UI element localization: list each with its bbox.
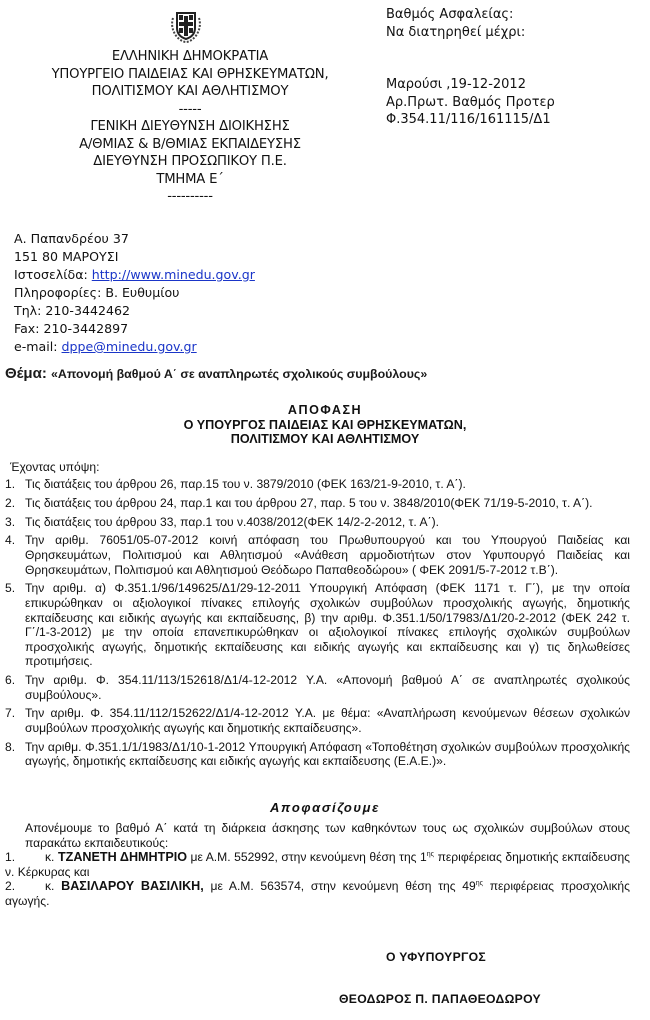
authority-line: ΠΟΛΙΤΙΣΜΟΥ ΚΑΙ ΑΘΛΗΤΙΣΜΟΥ xyxy=(91,84,289,99)
item-text: Την αριθμ. Φ.351.1/1/1983/Δ1/10-1-2012 Υπουργική Απόφαση «Τοποθέτηση σχολικών συμβούλων προσχολικής αγωγής, δημοτικής εκπαίδευσης και ειδικής αγωγής και εκπαίδευσης (Ε.Α.Ε.)». xyxy=(25,739,630,769)
considerations-list xyxy=(5,477,630,773)
consideration-item xyxy=(5,706,630,735)
consideration-item xyxy=(5,477,630,492)
item-text: Την αριθμ. Φ. 354.11/113/152618/Δ1/4-12-2012 Υ.Α. «Απονομή βαθμού Α΄ σε αναπληρωτές σχολικούς συμβούλους». xyxy=(25,673,630,702)
authority-line: ΤΜΗΜΑ Ε΄ xyxy=(156,171,224,187)
signatory-name: ΘΕΟΔΩΡΟΣ Π. ΠΑΠΑΘΕΟΔΩΡΟΥ xyxy=(339,992,541,1006)
recipient-text: με Α.Μ. 552992, στην κενούμενη θέση της 1 xyxy=(187,850,427,865)
item-number: 7. xyxy=(5,706,16,721)
recipient-name: ΤΖΑΝΕΤΗ ΔΗΜΗΤΡΙΟ xyxy=(57,850,188,865)
separator: ----- xyxy=(178,101,202,117)
item-number: 4. xyxy=(5,533,16,548)
consideration-item xyxy=(5,496,630,511)
issuing-authority-block xyxy=(30,48,350,206)
recipient-item xyxy=(5,850,630,879)
subject-label: Θέμα: xyxy=(5,365,51,382)
signatory-title: Ο ΥΦΥΠΟΥΡΓΟΣ xyxy=(386,950,487,964)
having-considered: Έχοντας υπόψη: xyxy=(10,460,100,474)
item-text: Τις διατάξεις του άρθρου 33, παρ.1 του ν.4038/2012(ΦΕΚ 14/2-2-2012, τ. Α΄). xyxy=(25,514,439,529)
place-date: Μαρούσι ,19-12-2012 xyxy=(386,77,526,92)
subject-line xyxy=(5,365,427,382)
item-text: Τις διατάξεις του άρθρου 26, παρ.15 του ν. 3879/2010 (ΦΕΚ 163/21-9-2010, τ. Α΄). xyxy=(25,477,466,491)
recipient-number: 1. xyxy=(5,850,16,865)
item-number: 8. xyxy=(5,739,16,754)
authority-line: ΓΕΝΙΚΗ ΔΙΕΥΘΥΝΣΗ ΔΙΟΙΚΗΣΗΣ xyxy=(90,119,290,134)
subject-text: «Απονομή βαθμού Α΄ σε αναπληρωτές σχολικούς συμβούλους» xyxy=(51,367,428,381)
classification-block xyxy=(386,6,525,41)
consideration-item xyxy=(5,581,630,669)
ordinal-suffix: ης xyxy=(426,851,435,859)
authority-line: Α/ΘΜΙΑΣ & Β/ΘΜΙΑΣ ΕΚΠΑΙΔΕΥΣΗΣ xyxy=(79,136,301,152)
retain-until: Να διατηρηθεί μέχρι: xyxy=(386,24,526,40)
protocol-priority: Αρ.Πρωτ. Βαθμός Προτερ xyxy=(386,94,555,110)
website-label: Ιστοσελίδα: xyxy=(14,267,92,282)
website-row xyxy=(14,266,255,284)
fax: Fax: 210-3442897 xyxy=(14,321,129,336)
item-number: 1. xyxy=(5,477,16,491)
authority-line: ΕΛΛΗΝΙΚΗ ΔΗΜΟΚΡΑΤΙΑ xyxy=(111,49,269,64)
recipient-prefix: κ. xyxy=(45,850,58,865)
website-link[interactable]: http://www.minedu.gov.gr xyxy=(91,267,255,282)
item-number: 3. xyxy=(5,514,16,529)
street-address: Α. Παπανδρέου 37 xyxy=(14,231,129,246)
authority-line: ΥΠΟΥΡΓΕΙΟ ΠΑΙΔΕΙΑΣ ΚΑΙ ΘΡΗΣΚΕΥΜΑΤΩΝ, xyxy=(51,66,329,82)
item-text: Την αριθμ. 76051/05-07-2012 κοινή απόφαση του Πρωθυπουργού και του Υπουργού Παιδείας και Θρησκευμάτων, Πολιτισμού και Αθλητισμού «Ανάθεση αρμοδιοτήτων στον Υφυπουργό Παιδείας και Θρησκευμάτων, Πολιτισμού και Αθλητισμού Θεόδωρο Παπαθεοδώρου» ( ΦΕΚ 2091/5-7-2012 τ.Β΄). xyxy=(25,533,630,577)
decision-title: ΑΠΟΦΑΣΗ xyxy=(287,403,363,417)
consideration-item xyxy=(5,673,630,702)
item-text: Τις διατάξεις του άρθρου 24, παρ.1 και του άρθρου 27, παρ. 5 του ν. 3848/2010(ΦΕΚ 71/19-5-2010, τ. Α΄). xyxy=(25,495,593,510)
contact-block xyxy=(14,230,255,356)
consideration-item xyxy=(5,515,630,530)
recipient-number: 2. xyxy=(5,879,16,894)
item-number: 5. xyxy=(5,581,16,596)
item-text: Την αριθμ. α) Φ.351.1/96/149625/Δ1/29-12-2011 Υπουργική Απόφαση (ΦΕΚ 1171 τ. Γ΄), με την οποία επικυρώθηκαν οι αξιολογικοί πίνακες επιλογής σχολικών συμβούλων προσχολικής αγωγής, δημοτικής εκπαίδευσης και ειδικής αγωγής και εκπαίδευσης, β) την αριθμ. Φ.351.1/50/17983/Δ1/20-2-2012 (ΦΕΚ 242 τ. Γ΄/1-3-2012) με την οποία επανεπικυρώθηκαν οι αξιολογικοί πίνακες επιλογής σχολικών συμβούλων προσχολικής αγωγής, δημοτικής εκπαίδευσης και ειδικής αγωγής και εκπαίδευσης και γ) τις δηλωθείσες προτιμήσεις. xyxy=(25,581,630,669)
email-link[interactable]: dppe@minedu.gov.gr xyxy=(61,339,197,354)
email-label: e-mail: xyxy=(14,339,62,354)
consideration-item xyxy=(5,740,630,769)
decision-heading xyxy=(0,403,650,447)
separator: ---------- xyxy=(167,189,213,204)
item-text: Την αριθμ. Φ. 354.11/112/152622/Δ1/4-12-2012 Υ.Α. με θέμα: «Αναπλήρωση κενούμενων θέσεων σχολικών συμβούλων προσχολικής αγωγής και δημοτικής εκπαίδευσης». xyxy=(25,706,630,736)
item-number: 6. xyxy=(5,673,16,688)
recipient-item xyxy=(5,879,630,908)
info-contact: Πληροφορίες: Β. Ευθυμίου xyxy=(14,285,180,300)
award-section xyxy=(5,821,630,909)
protocol-number: Φ.354.11/116/161115/Δ1 xyxy=(386,112,551,127)
recipient-text: με Α.Μ. 563574, στην κενούμενη θέση της 49 xyxy=(203,879,476,894)
recipient-text: περιφέρειας δημοτικής εκπαίδευσης ν. Κέρκυρας και xyxy=(5,850,630,879)
phone: Τηλ: 210-3442462 xyxy=(14,303,131,318)
item-number: 2. xyxy=(5,495,16,510)
ordinal-suffix: ης xyxy=(475,880,483,888)
greek-coat-of-arms-icon xyxy=(167,6,205,44)
consideration-item xyxy=(5,533,630,577)
decide-heading: Αποφασίζουμε xyxy=(270,800,380,815)
authority-line: ΔΙΕΥΘΥΝΣΗ ΠΡΟΣΩΠΙΚΟΥ Π.Ε. xyxy=(93,154,287,169)
minister-line: Ο ΥΠΟΥΡΓΟΣ ΠΑΙΔΕΙΑΣ ΚΑΙ ΘΡΗΣΚΕΥΜΑΤΩΝ, xyxy=(183,417,467,432)
recipient-prefix: κ. xyxy=(45,879,62,894)
email-row xyxy=(14,338,255,356)
security-grade: Βαθμός Ασφαλείας: xyxy=(386,7,514,22)
postal-address: 151 80 ΜΑΡΟΥΣΙ xyxy=(14,249,119,264)
reference-block xyxy=(386,76,555,129)
minister-line: ΠΟΛΙΤΙΣΜΟΥ ΚΑΙ ΑΘΛΗΤΙΣΜΟΥ xyxy=(230,432,420,446)
recipient-name: ΒΑΣΙΛΑΡΟΥ ΒΑΣΙΛΙΚΗ, xyxy=(61,879,204,894)
award-intro: Απονέμουμε το βαθμό Α΄ κατά τη διάρκεια άσκησης των καθηκόντων τους ως σχολικών συμβούλων στους παρακάτω εκπαιδευτικούς: xyxy=(25,821,630,850)
recipient-text: περιφέρειας προσχολικής αγωγής. xyxy=(5,879,630,908)
